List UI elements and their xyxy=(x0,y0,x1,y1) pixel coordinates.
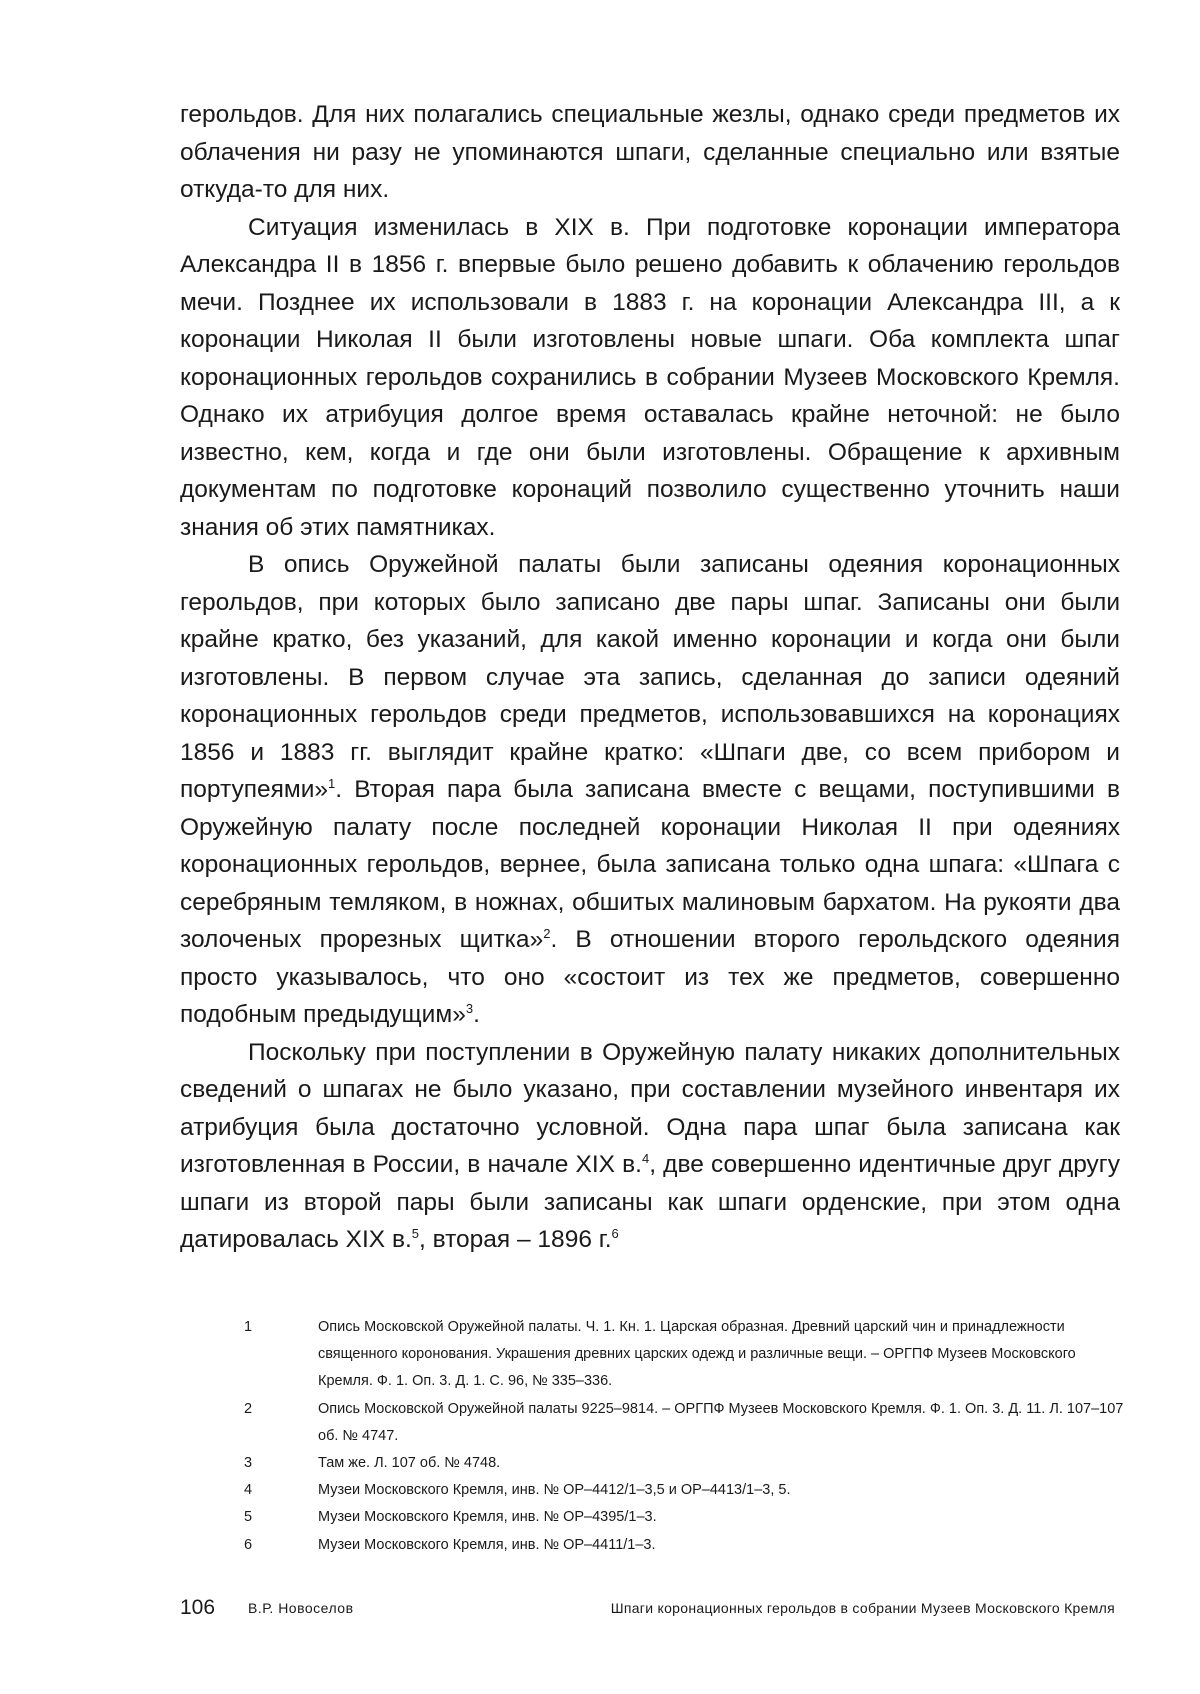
paragraph-3-text-b: . Вторая пара была записана вместе с вещами, поступившими в Оружейную палату после последней коронации Николая II при одеяниях коронационных герольдов, вернее, была записана только одна шпага: «Шпага с серебряным темляком, в ножнах, обшитых малиновым бархатом. На рукояти два золоченых прорезных щитка» xyxy=(180,776,1120,953)
paragraph-3-text-c: . В отношении второго герольдского одеяния просто указывалось, что оно «состоит из тех же предметов, совершенно подобным предыдущим» xyxy=(180,926,1120,1028)
footnote-text: Музеи Московского Кремля, инв. № ОР–4411/1–3. xyxy=(318,1536,656,1553)
footnote-text: Музеи Московского Кремля, инв. № ОР–4412/1–3,5 и ОР–4413/1–3, 5. xyxy=(318,1482,791,1499)
footnote-text: Там же. Л. 107 об. № 4748. xyxy=(318,1455,501,1472)
paragraph-3-text-d: . xyxy=(473,1001,480,1028)
paragraph-4-text-c: , вторая – 1896 г. xyxy=(419,1226,612,1253)
main-text xyxy=(180,96,1120,1259)
footnote-item xyxy=(244,1396,1124,1450)
paragraph-4 xyxy=(180,1034,1120,1259)
footnote-text: Опись Московской Оружейной палаты 9225–9814. – ОРГПФ Музеев Московского Кремля. Ф. 1. Оп. 3. Д. 11. Л. 107–107 об. № 4747. xyxy=(318,1400,1124,1444)
footnote-item xyxy=(244,1450,1124,1477)
footnote-ref-1[interactable]: 1 xyxy=(328,775,336,791)
running-title: Шпаги коронационных герольдов в собрании Музеев Московского Кремля xyxy=(610,1600,1115,1616)
footnote-ref-2[interactable]: 2 xyxy=(543,925,551,941)
footnote-ref-3[interactable]: 3 xyxy=(465,1000,474,1016)
author-name: В.Р. Новоселов xyxy=(248,1600,354,1616)
footnote-item xyxy=(244,1477,1124,1504)
paragraph-3-text-a: В опись Оружейной палаты были записаны одеяния коронационных герольдов, при которых было записано две пары шпаг. Записаны они были крайне кратко, без указаний, для какой именно коронации и когда они были изготовлены. В первом случае эта запись, сделанная до записи одеяний коронационных герольдов среди предметов, использовавшихся на коронациях 1856 и 1883 гг. выглядит крайне кратко: «Шпаги две, со всем прибором и портупеями» xyxy=(180,551,1120,803)
footnote-number: 4 xyxy=(244,1482,253,1499)
paragraph-3 xyxy=(180,546,1120,1034)
footnote-number: 1 xyxy=(244,1319,253,1335)
page-number: 106 xyxy=(180,1596,216,1619)
footnote-number: 5 xyxy=(244,1509,253,1526)
footnote-item xyxy=(244,1532,1124,1559)
footnote-ref-4[interactable]: 4 xyxy=(641,1150,650,1166)
footnote-item xyxy=(244,1504,1124,1531)
paragraph-2 xyxy=(180,209,1120,547)
footnote-ref-5[interactable]: 5 xyxy=(411,1225,420,1241)
footnote-number: 2 xyxy=(244,1400,253,1417)
paragraph-2-text: Ситуация изменилась в XIX в. При подготовке коронации императора Александра II в 1856 г. впервые было решено добавить к облачению герольдов мечи. Позднее их использовали в 1883 г. на коронации Александра III, а к коронации Николая II были изготовлены новые шпаги. Оба комплекта шпаг коронационных герольдов сохранились в собрании Музеев Московского Кремля. Однако их атрибуция долгое время оставалась крайне неточной: не было известно, кем, когда и где они были изготовлены. Обращение к архивным документам по подготовке коронаций позволило существенно уточнить наши знания об этих памятниках. xyxy=(180,213,1120,541)
footnote-ref-6[interactable]: 6 xyxy=(611,1225,619,1241)
page-footer xyxy=(180,1596,1115,1626)
paragraph-1-text: герольдов. Для них полагались специальные жезлы, однако среди предметов их облачения ни разу не упоминаются шпаги, сделанные специально или взятые откуда-то для них. xyxy=(180,101,1120,203)
paragraph-4-text-b: , две совершенно идентичные друг другу шпаги из второй пары были записаны как шпаги орденские, при этом одна датировалась XIX в. xyxy=(180,1151,1120,1253)
footnote-item xyxy=(244,1314,1124,1396)
footnote-text: Опись Московской Оружейной палаты. Ч. 1. Кн. 1. Царская образная. Древний царский чин и принадлежности священного коронования. Украшения древних царских одежд и различные вещи. – ОРГПФ Музеев Московского Кремля. Ф. 1. Оп. 3. Д. 1. С. 96, № 335–336. xyxy=(318,1319,1076,1390)
paragraph-1 xyxy=(180,96,1120,209)
paragraph-4-text-a: Поскольку при поступлении в Оружейную палату никаких дополнительных сведений о шпагах не было указано, при составлении музейного инвентаря их атрибуция была достаточно условной. Одна пара шпаг была записана как изготовленная в России, в начале XIX в. xyxy=(180,1038,1120,1178)
footnote-number: 3 xyxy=(244,1455,253,1472)
footnote-text: Музеи Московского Кремля, инв. № ОР–4395/1–3. xyxy=(318,1509,657,1526)
footnotes xyxy=(244,1314,1124,1559)
footnote-number: 6 xyxy=(244,1536,253,1553)
